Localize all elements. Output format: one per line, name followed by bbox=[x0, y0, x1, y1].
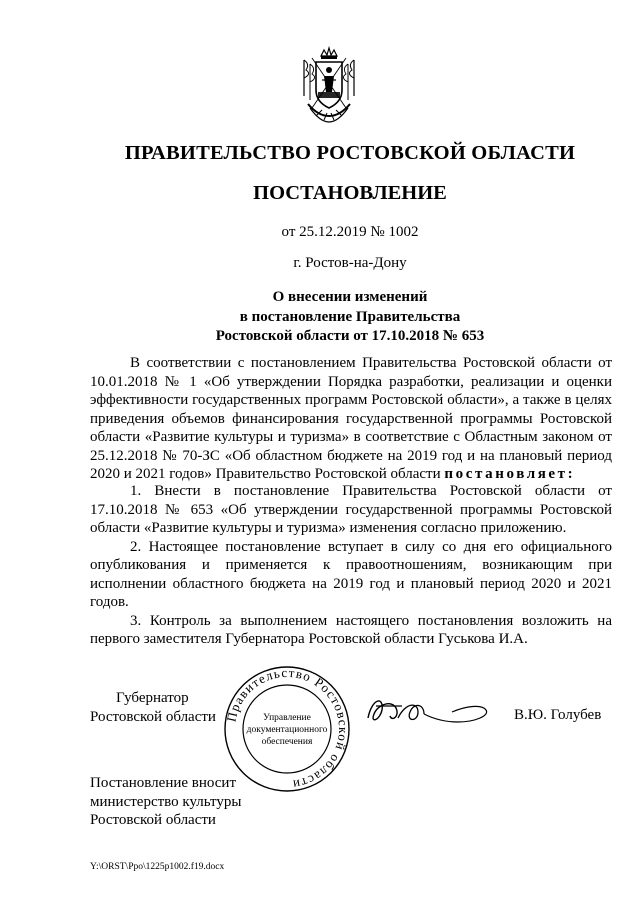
stamp-inner-line-3: обеспечения bbox=[261, 737, 313, 747]
government-title: ПРАВИТЕЛЬСТВО РОСТОВСКОЙ ОБЛАСТИ bbox=[124, 142, 576, 164]
resolution-item-2: 2. Настоящее постановление вступает в силу со дня его официального опубликования и применяется к правоотношениям, возникающим при исполнении областного бюджета на 2019 год и плановый период 2020 и 2021 годов. bbox=[90, 538, 612, 610]
stamp-inner-line-2: документационного bbox=[246, 725, 328, 735]
subject-line-1: О внесении изменений bbox=[272, 289, 428, 305]
signatory-title bbox=[90, 689, 216, 726]
preamble-text: В соответствии с постановлением Правительства Ростовской области от 10.01.2018 № 1 «Об утверждении Порядка разработки, реализации и оценки эффективности государственных программ Ростовской области», а также в целях приведения объемов финансирования государственной программы Ростовской области «Развитие культуры и туризма» в соответствие с Областным законом от 25.12.2018 № 70-ЗС «Об областном бюджете на 2019 год и на плановый период 2020 и 2021 годов» Правительство Ростовской области bbox=[90, 355, 612, 482]
handwritten-signature bbox=[362, 688, 498, 732]
document-type: ПОСТАНОВЛЕНИЕ bbox=[253, 182, 447, 204]
submitter-line-3: Ростовской области bbox=[90, 812, 216, 828]
date-number: от 25.12.2019 № 1002 bbox=[281, 224, 419, 240]
resolution-items bbox=[90, 482, 612, 649]
submitter-line-2: министерство культуры bbox=[90, 793, 242, 810]
file-path: Y:\ORST\Ppo\1225p1002.f19.docx bbox=[90, 862, 225, 872]
official-stamp bbox=[222, 664, 352, 794]
signatory-title-line-2: Ростовской области bbox=[90, 708, 216, 725]
resolution-item-1: 1. Внести в постановление Правительства Ростовской области от 17.10.2018 № 653 «Об утверждении государственной программы Ростовской области «Развитие культуры и туризма» изменения согласно приложению. bbox=[90, 483, 612, 536]
preamble bbox=[90, 354, 612, 484]
submitter-line-1: Постановление вносит bbox=[90, 775, 237, 791]
signatory-name: В.Ю. Голубев bbox=[514, 707, 602, 723]
subject-line-3: Ростовской области от 17.10.2018 № 653 bbox=[215, 328, 485, 344]
stamp-ring-text: Правительство Ростовской области bbox=[223, 664, 352, 793]
city: г. Ростов-на-Дону bbox=[293, 255, 407, 271]
subject-line-2: в постановление Правительства bbox=[239, 308, 461, 325]
coat-of-arms-icon bbox=[296, 46, 362, 128]
preamble-paragraph bbox=[90, 354, 612, 484]
document-subject bbox=[60, 288, 640, 347]
resolves-word: постановляет: bbox=[444, 466, 576, 482]
signatory-title-line-1: Губернатор bbox=[116, 690, 189, 706]
stamp-inner-line-1: Управление bbox=[263, 713, 311, 723]
submitter-note bbox=[90, 774, 242, 830]
resolution-item-3: 3. Контроль за выполнением настоящего постановления возложить на первого заместителя Губернатора Ростовской области Гуськова И.А. bbox=[90, 612, 612, 647]
